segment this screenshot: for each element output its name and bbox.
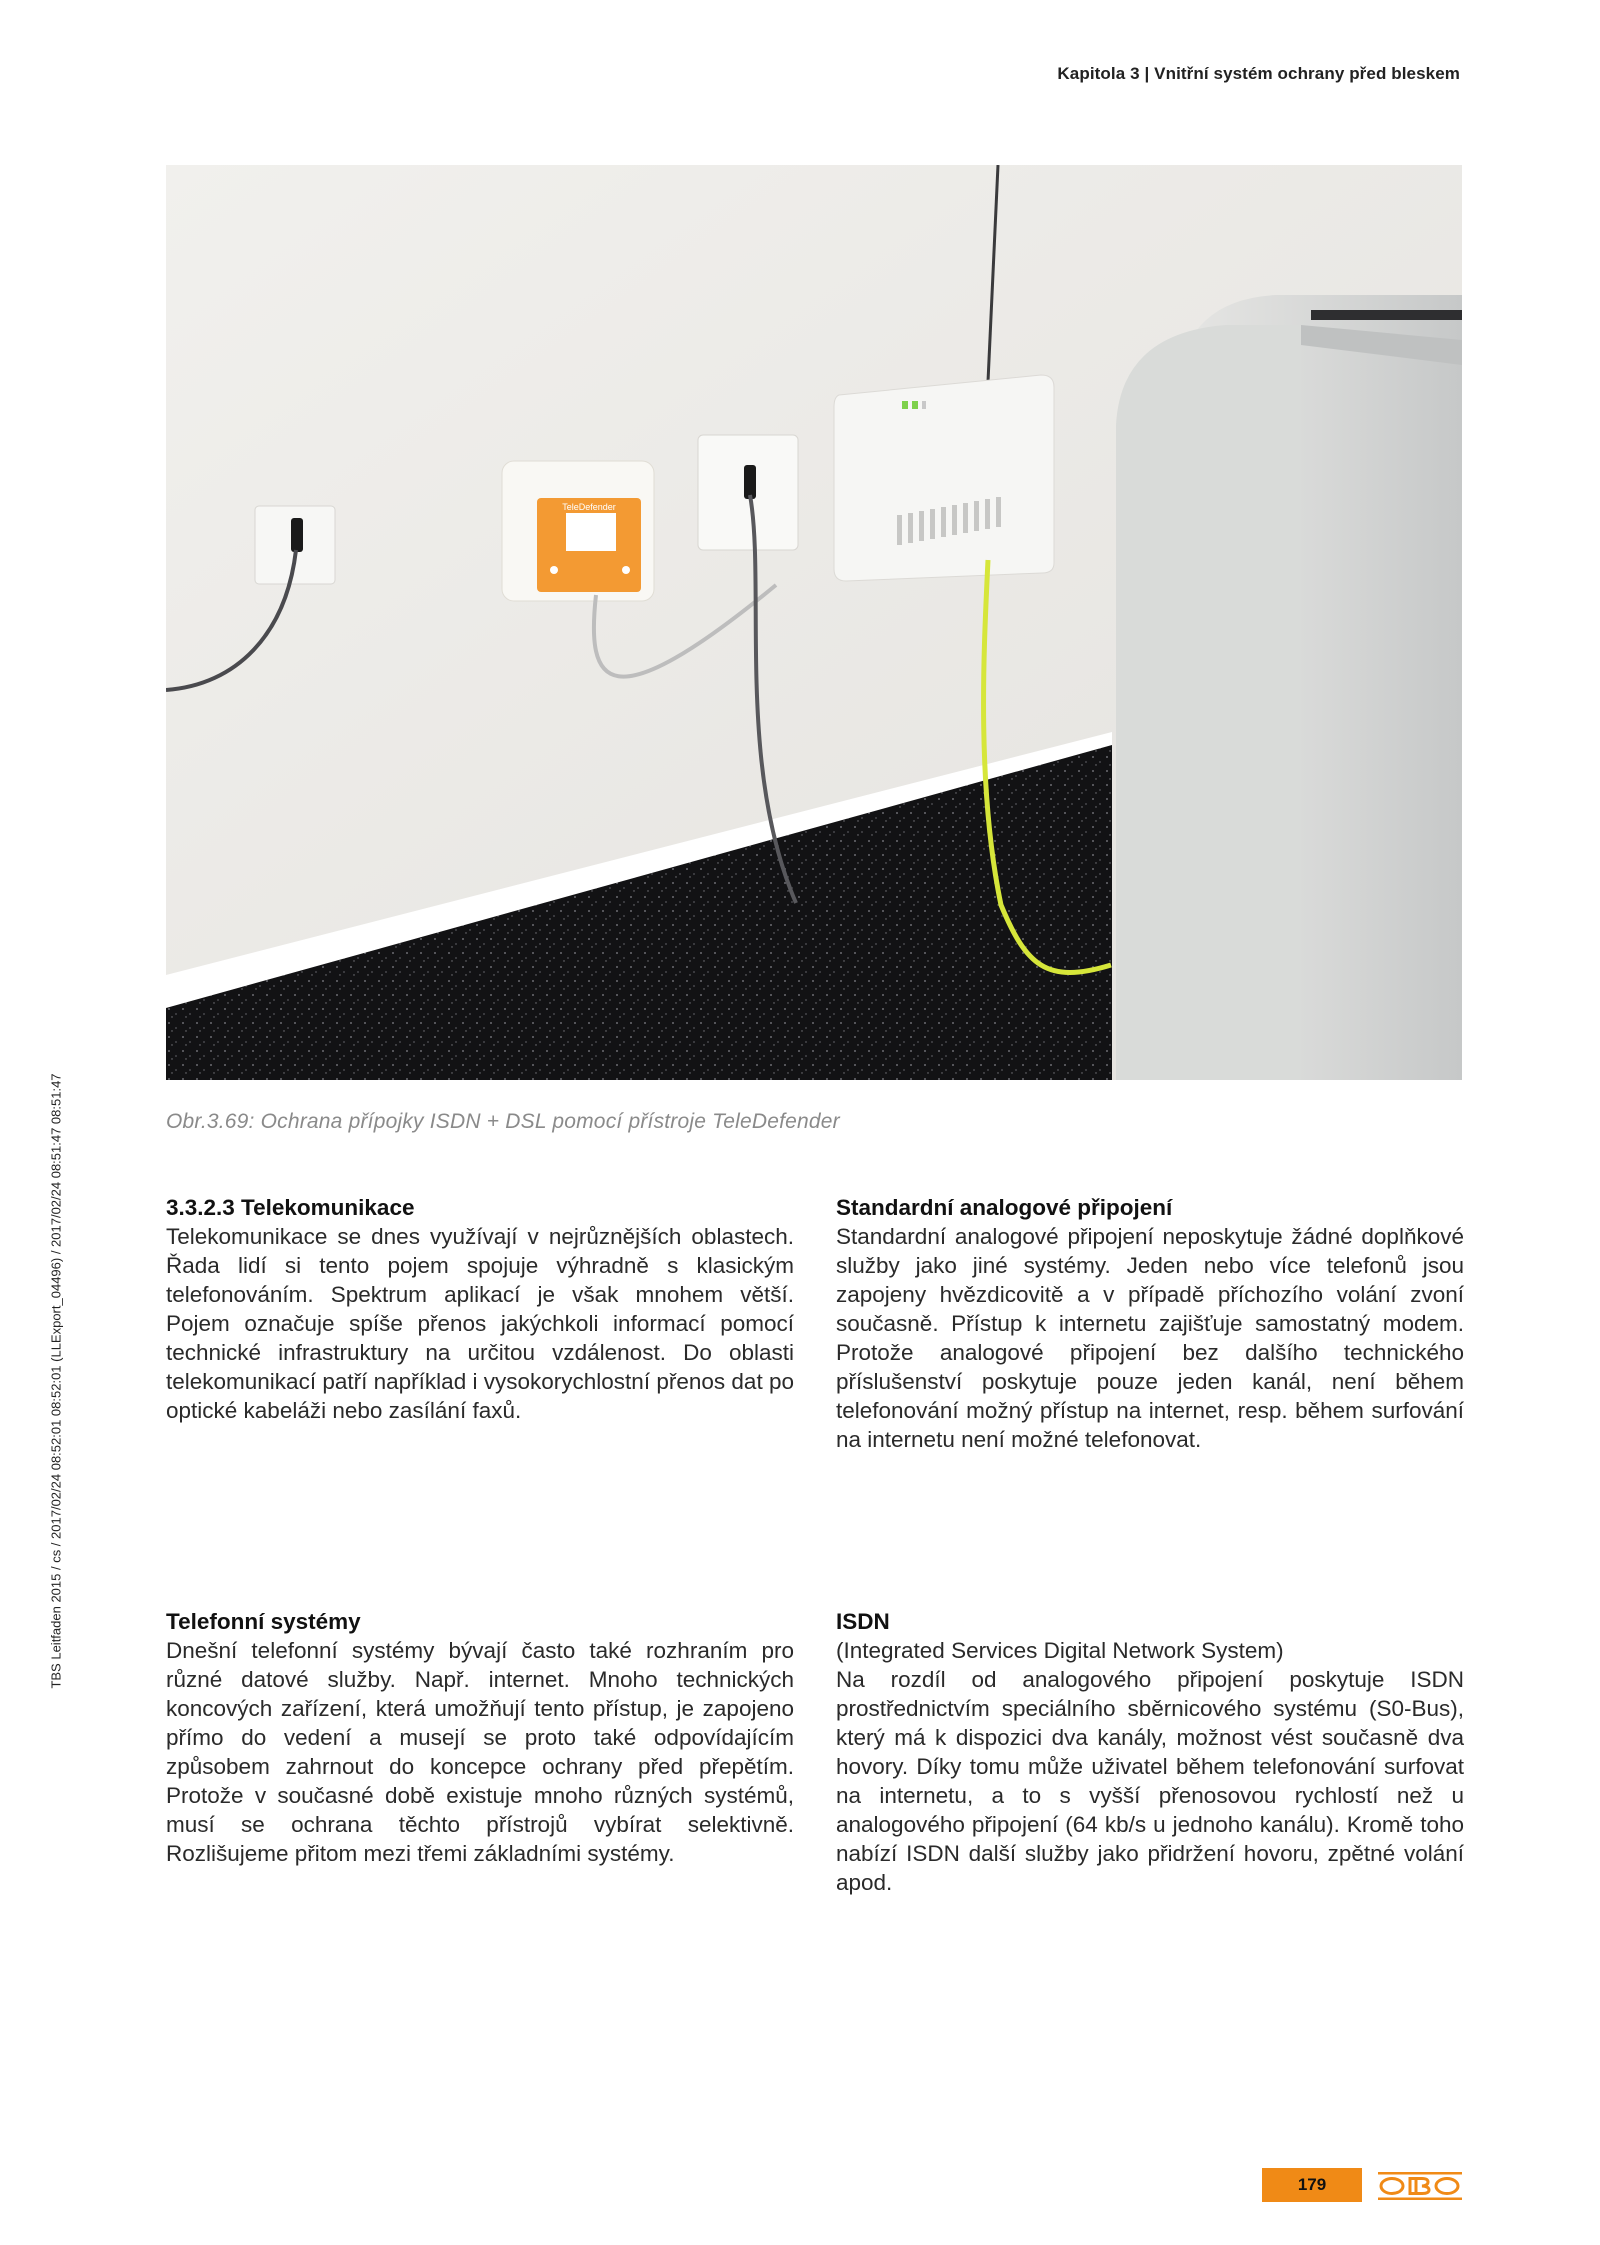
print-metadata-side-text: TBS Leitfaden 2015 / cs / 2017/02/24 08:52:01 08:52:01 (LLExport_04496) / 2017/02/24 08:51:47 08:51:47 <box>48 1073 64 1689</box>
figure-photo <box>166 165 1462 1080</box>
section-subheading: (Integrated Services Digital Network System) <box>836 1638 1284 1663</box>
section-analog <box>836 1193 1464 1454</box>
section-telefonni-systemy <box>166 1607 794 1868</box>
running-header: Kapitola 3 | Vnitřní systém ochrany před bleskem <box>1057 64 1460 83</box>
section-heading: ISDN <box>836 1609 890 1634</box>
figure-caption: Obr.3.69: Ochrana přípojky ISDN + DSL pomocí přístroje TeleDefender <box>166 1110 840 1133</box>
teledefender-installation-photo <box>166 165 1462 1080</box>
section-heading: Standardní analogové připojení <box>836 1195 1173 1220</box>
section-heading: Telefonní systémy <box>166 1609 361 1634</box>
device-label: TeleDefender <box>562 502 616 512</box>
page-number: 179 <box>1262 2168 1362 2202</box>
section-telekomunikace <box>166 1193 794 1425</box>
section-isdn <box>836 1607 1464 1897</box>
section-heading: 3.3.2.3 Telekomunikace <box>166 1195 415 1220</box>
section-body: Na rozdíl od analogového připojení poskytuje ISDN prostřednictvím speciálního sběrnicového systému (S0-Bus), který má k dispozici dva kanály, možnost vést současně dva hovory. Díky tomu může uživatel během telefonování surfovat na internetu, a to s vyšší přenosovou rychlostí než u analogového připojení (64 kb/s u jednoho kanálu). Kromě toho nabízí ISDN další služby jako přidržení hovoru, zpětné volání apod. <box>836 1667 1464 1895</box>
obo-logo <box>1378 2171 1462 2201</box>
section-body: Dnešní telefonní systémy bývají často také rozhraním pro různé datové služby. Např. internet. Mnoho technických koncových zařízení, která umožňují tento přístup, je zapojeno přímo do vedení a musejí se proto také odpovídajícím způsobem zahrnout do koncepce ochrany před přepětím. Protože v současné době existuje mnoho různých systémů, musí se ochrana těchto přístrojů vybírat selektivně. Rozlišujeme přitom mezi třemi základními systémy. <box>166 1638 794 1866</box>
section-body: Telekomunikace se dnes využívají v nejrůznějších oblastech. Řada lidí si tento pojem spojuje výhradně s klasickým telefonováním. Spektrum aplikací je však mnohem větší. Pojem označuje spíše přenos jakýchkoli informací pomocí technické infrastruktury na určitou vzdálenost. Do oblasti telekomunikací patří například i vysokorychlostní přenos dat po optické kabeláži nebo zasílání faxů. <box>166 1224 794 1423</box>
section-body: Standardní analogové připojení neposkytuje žádné doplňkové služby jako jiné systémy. Jeden nebo více telefonů jsou zapojeny hvězdicovitě a v případě příchozího volání zvoní současně. Přístup k internetu zajišťuje samostatný modem. Protože analogové připojení bez dalšího technického příslušenství poskytuje pouze jeden kanál, není během telefonování možný přístup na internet, resp. během surfování na internetu není možné telefonovat. <box>836 1224 1464 1452</box>
